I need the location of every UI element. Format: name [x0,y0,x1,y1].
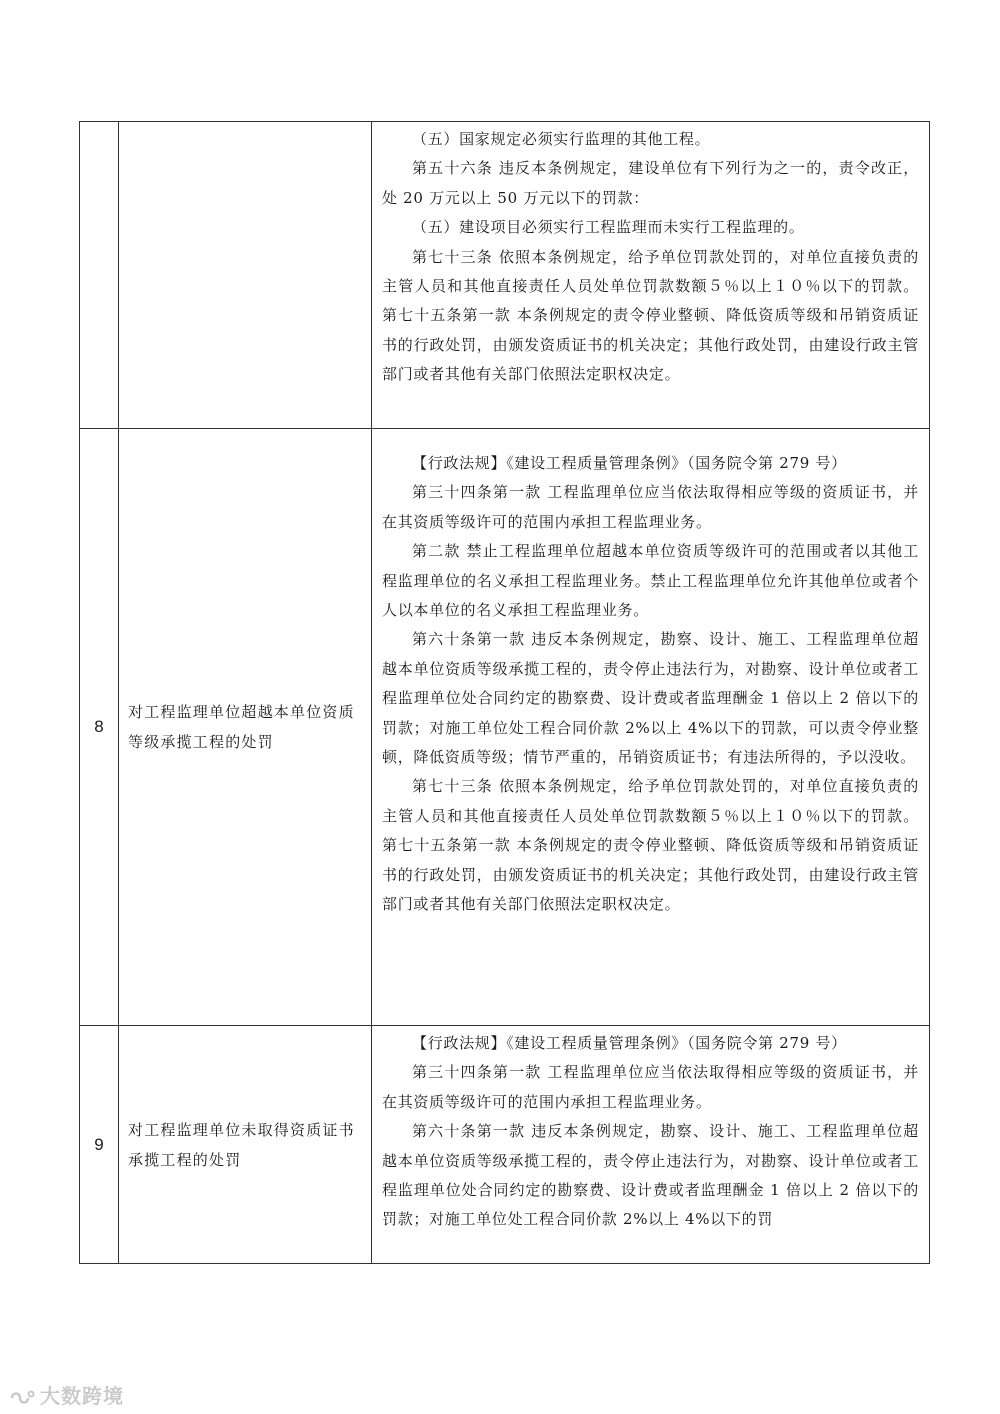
legal-paragraph: （五）国家规定必须实行监理的其他工程。 [412,130,711,148]
legal-paragraph: 第五十六条 违反本条例规定，建设单位有下列行为之一的，责令改正，处 20 万元以上 50 万元以下的罚款： [382,159,919,207]
legal-paragraph: 第六十条第一款 违反本条例规定，勘察、设计、施工、工程监理单位超越本单位资质等级承揽工程的，责令停止违法行为，对勘察、设计单位或者工程监理单位处合同约定的勘察费、设计费或者监理酬金 1 倍以上 2 倍以下的罚款；对施工单位处工程合同价款 2%以上 4%以下的罚款，可以责令停业整顿，降低资质等级；情节严重的，吊销资质证书；有违法所得的，予以没收。 [382,630,919,767]
row-number [80,122,119,429]
watermark-text: 大数跨境 [40,1384,124,1408]
row-number: 9 [80,1026,119,1264]
item-name: 对工程监理单位未取得资质证书承揽工程的处罚 [119,1026,372,1264]
legal-basis-cell [372,122,930,429]
legal-paragraph: 第七十三条 依照本条例规定，给予单位罚款处罚的，对单位直接负责的主管人员和其他直接责任人员处单位罚款数额５％以上１０％以下的罚款。 第七十五条第一款 本条例规定的责令停业整顿、降低资质等级和吊销资质证书的行政处罚，由颁发资质证书的机关决定；其他行政处罚，由建设行政主管部门或者其他有关部门依照法定职权决定。 [382,247,925,384]
table-row [80,1026,930,1264]
legal-basis-cell [372,429,930,1026]
row-number: 8 [80,429,119,1026]
legal-paragraph: 【行政法规】《建设工程质量管理条例》（国务院令第 279 号） [412,454,847,472]
legal-paragraph: 【行政法规】《建设工程质量管理条例》（国务院令第 279 号） [412,1034,847,1052]
legal-paragraph: 第二款 禁止工程监理单位超越本单位资质等级许可的范围或者以其他工程监理单位的名义承担工程监理业务。禁止工程监理单位允许其他单位或者个人以本单位的名义承担工程监理业务。 [382,542,919,620]
table-row [80,429,930,1026]
legal-basis-cell [372,1026,930,1264]
legal-paragraph: 第三十四条第一款 工程监理单位应当依法取得相应等级的资质证书，并在其资质等级许可的范围内承担工程监理业务。 [382,1063,919,1111]
item-name: 对工程监理单位超越本单位资质等级承揽工程的处罚 [119,429,372,1026]
legal-paragraph: 第三十四条第一款 工程监理单位应当依法取得相应等级的资质证书，并在其资质等级许可的范围内承担工程监理业务。 [382,483,919,531]
watermark-logo-icon [8,1388,36,1408]
watermark [8,1380,124,1409]
legal-paragraph: 第六十条第一款 违反本条例规定，勘察、设计、施工、工程监理单位超越本单位资质等级承揽工程的，责令停止违法行为，对勘察、设计单位或者工程监理单位处合同约定的勘察费、设计费或者监理酬金 1 倍以上 2 倍以下的罚款；对施工单位处工程合同价款 2%以上 4%以下的罚 [382,1122,919,1229]
item-name [119,122,372,429]
legal-paragraph: （五）建设项目必须实行工程监理而未实行工程监理的。 [412,218,805,237]
table-row [80,122,930,429]
legal-paragraph: 第七十三条 依照本条例规定，给予单位罚款处罚的，对单位直接负责的主管人员和其他直接责任人员处单位罚款数额５％以上１０％以下的罚款。 第七十五条第一款 本条例规定的责令停业整顿、降低资质等级和吊销资质证书的行政处罚，由颁发资质证书的机关决定；其他行政处罚，由建设行政主管部门或者其他有关部门依照法定职权决定。 [382,777,925,914]
regulation-table [79,121,930,1264]
